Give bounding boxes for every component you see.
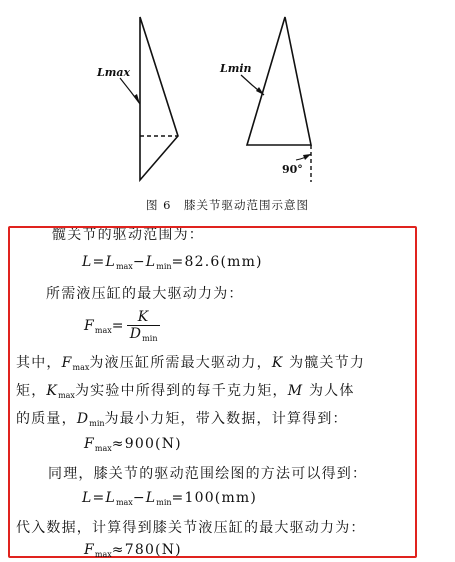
equation-8: $F_{max}\approx 780(N)$ [84, 542, 182, 559]
lmax-label: Lmax [97, 66, 131, 79]
knee-joint-drive-range-figure [0, 0, 455, 215]
paragraph-line-3: 的质量，$D_{min}$为最小力矩，带入数据，计算得到： [16, 411, 348, 428]
right-triangle [247, 17, 311, 145]
lmin-label: Lmin [220, 62, 252, 75]
text-line-0: 髋关节的驱动范围为： [52, 228, 204, 242]
paragraph-line-1: 其中，$F_{max}$为液压缸所需最大驱动力，K 为髋关节力 [16, 355, 366, 372]
angle-arrowhead [303, 154, 311, 160]
equation-4: $F_{max}\approx 900(N)$ [84, 436, 182, 453]
text-line-2: 所需液压缸的最大驱动力为： [46, 286, 244, 302]
text-line-7: 代入数据，计算得到膝关节液压缸的最大驱动力为： [16, 520, 366, 536]
equation-1: $L=L_{max}-L_{min}=82.6(mm)$ [82, 254, 263, 271]
equation-3: $F_{max}=$ $\frac{K}{D_{min}}$ [84, 309, 160, 343]
left-triangle [140, 17, 178, 180]
lmax-leader-arrow [120, 78, 140, 104]
clipped-top-line [0, 228, 455, 242]
angle-label: 90° [282, 163, 303, 176]
lmax-arrowhead [134, 94, 140, 104]
equation-6: $L=L_{max}-L_{min}=100(mm)$ [82, 490, 258, 507]
figure-caption: 图 6 膝关节驱动范围示意图 [146, 198, 309, 212]
text-line-5: 同理，膝关节的驱动范围绘图的方法可以得到： [48, 466, 368, 482]
paragraph-line-2: 矩，$K_{max}$为实验中所得到的每千克力矩，M 为人体 [16, 383, 355, 400]
